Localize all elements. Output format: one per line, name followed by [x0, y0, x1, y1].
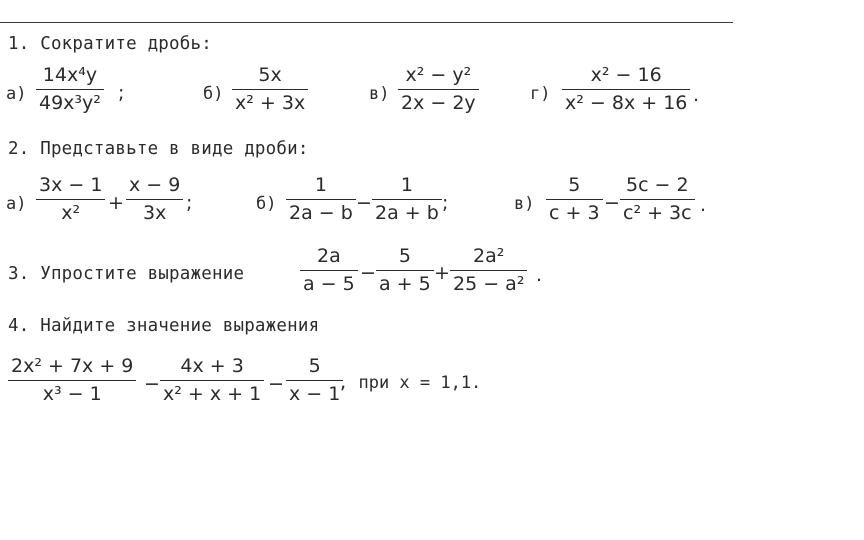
task-2a-denominator-2: 3x: [143, 202, 167, 224]
task-2c-punct: .: [700, 194, 707, 216]
task-2b-fraction-2: [372, 176, 442, 223]
task-2c-numerator-1: 5: [568, 174, 581, 196]
task-2-heading: 2. Представьте в виде дроби:: [8, 139, 309, 159]
task-3-fraction-1: [300, 247, 358, 294]
task-1d-label: г): [530, 84, 551, 104]
task-4-numerator-2: 4x + 3: [180, 355, 244, 377]
task-1a-punct: ;: [118, 82, 125, 104]
task-3-punct: .: [536, 264, 543, 286]
task-1a-label: а): [6, 84, 27, 104]
task-2a-punct: ;: [186, 192, 193, 214]
task-1d-numerator: x² − 16: [590, 64, 662, 86]
task-2c-fraction-1: [546, 176, 603, 223]
task-2c-label: в): [514, 194, 535, 214]
task-3-numerator-3: 2a²: [473, 245, 505, 267]
task-1b-fraction: [232, 66, 308, 113]
task-1a-denominator: 49x³y²: [39, 92, 101, 114]
task-2c-denominator-2: c² + 3c: [623, 202, 692, 224]
task-1c-fraction: [398, 66, 479, 113]
task-1c-numerator: x² − y²: [405, 64, 472, 86]
task-4-fraction-1: [8, 357, 136, 404]
task-1a-fraction: [36, 66, 104, 113]
task-2c-operator: −: [604, 192, 620, 214]
task-2a-fraction-1: [36, 176, 105, 223]
task-2b-denominator-1: 2a − b: [289, 202, 353, 224]
task-2b-operator: −: [356, 192, 372, 214]
task-1a-numerator: 14x⁴y: [42, 64, 98, 86]
task-2b-fraction-1: [286, 176, 356, 223]
task-2a-fraction-2: [126, 176, 183, 223]
task-1c-denominator: 2x − 2y: [401, 92, 476, 114]
task-2c-denominator-1: c + 3: [549, 202, 600, 224]
task-2b-denominator-2: 2a + b: [375, 202, 439, 224]
task-2b-punct: ;: [442, 192, 449, 214]
task-1b-numerator: 5x: [258, 64, 282, 86]
task-4-denominator-1: x³ − 1: [42, 383, 102, 405]
task-1b-denominator: x² + 3x: [235, 92, 306, 114]
task-4-heading: 4. Найдите значение выражения: [8, 316, 320, 336]
task-1d-punct: .: [693, 84, 700, 106]
task-3-denominator-3: 25 − a²: [453, 273, 525, 295]
task-1c-label: в): [369, 84, 390, 104]
task-4-denominator-3: x − 1: [289, 383, 341, 405]
task-2b-numerator-2: 1: [400, 174, 413, 196]
task-4-condition: , при x = 1,1.: [338, 373, 482, 393]
task-2c-fraction-2: [620, 176, 695, 223]
task-4-denominator-2: x² + x + 1: [163, 383, 262, 405]
task-4-numerator-1: 2x² + 7x + 9: [11, 355, 134, 377]
task-3-numerator-2: 5: [398, 245, 411, 267]
top-rule: [0, 22, 733, 23]
task-2a-operator: +: [108, 192, 124, 214]
task-2a-numerator-1: 3x − 1: [39, 174, 103, 196]
task-2a-numerator-2: x − 9: [129, 174, 181, 196]
task-1b-label: б): [203, 84, 224, 104]
task-3-denominator-2: a + 5: [379, 273, 431, 295]
task-3-operator-1: −: [360, 262, 376, 284]
task-2b-label: б): [256, 194, 277, 214]
task-1d-denominator: x² − 8x + 16: [565, 92, 688, 114]
task-2a-label: а): [6, 194, 27, 214]
task-2a-denominator-1: x²: [61, 202, 81, 224]
task-2b-numerator-1: 1: [314, 174, 327, 196]
task-1-heading: 1. Сократите дробь:: [8, 34, 212, 54]
task-4-operator-1: −: [144, 373, 160, 395]
task-3-denominator-1: a − 5: [303, 273, 355, 295]
task-3-numerator-1: 2a: [317, 245, 341, 267]
task-1d-fraction: [562, 66, 690, 113]
task-3-fraction-3: [450, 247, 527, 294]
task-3-heading: 3. Упростите выражение: [8, 264, 245, 284]
task-3-fraction-2: [376, 247, 434, 294]
task-3-operator-2: +: [434, 262, 450, 284]
task-2c-numerator-2: 5c − 2: [625, 174, 689, 196]
task-4-fraction-2: [160, 357, 264, 404]
task-4-operator-2: −: [268, 373, 284, 395]
task-4-fraction-3: [286, 357, 343, 404]
task-4-numerator-3: 5: [308, 355, 321, 377]
